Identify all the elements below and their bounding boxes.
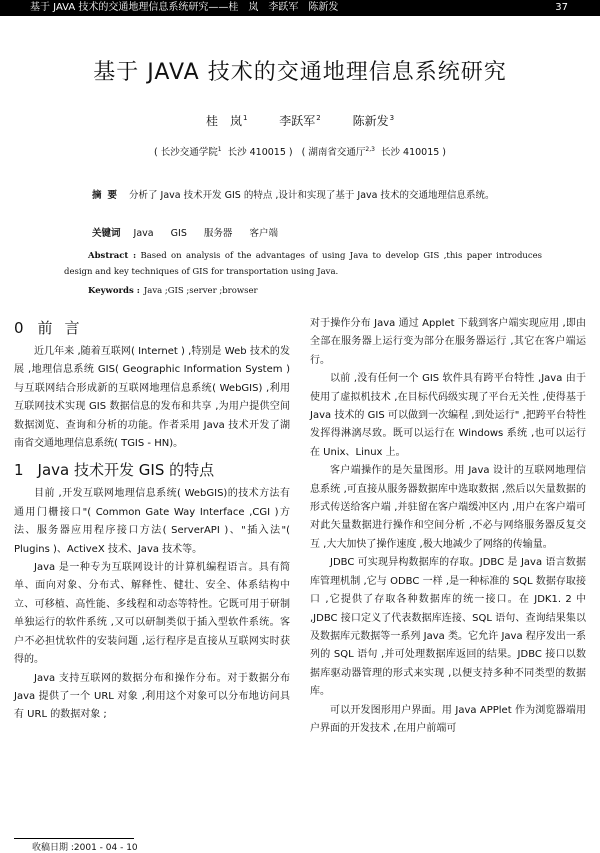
paragraph: 可以开发图形用户界面。用 Java APPlet 作为浏览器端用户界面的开发技术 ,在用户前端可: [310, 704, 586, 734]
footnote-rule: [14, 838, 134, 839]
keyword: Java: [133, 228, 154, 239]
paragraph: 客户端操作的是矢量图形。用 Java 设计的互联网地理信息系统 ,可直接从服务器数据库中选取数据 ,然后以矢量数据的形式传送给客户端 ,并驻留在客户端缓冲区内 ,用户在客户端可对此矢量数据进行操作和空间分析 ,不必与网络服务器反复交互 ,大大加快了操作速度 ,极大地减少了网络的传输量。: [310, 465, 586, 550]
author: 桂 岚$^1$: [205, 114, 248, 128]
keywords-en: [88, 284, 542, 298]
author-list: [0, 112, 600, 129]
keyword: GIS: [170, 228, 187, 239]
right-column: [310, 315, 586, 738]
abstract-en: [64, 248, 542, 280]
abstract-cn-label: 摘要: [92, 190, 124, 201]
section-heading: 1 Java 技术开发 GIS 的特点: [14, 461, 215, 480]
section-heading: 0 前言: [14, 319, 92, 337]
abstract-cn: [64, 186, 542, 206]
paragraph: 以前 ,没有任何一个 GIS 软件具有跨平台特性 ,Java 由于使用了虚拟机技术 ,在目标代码级实现了平台无关性 ,使得基于 Java 技术的 GIS 可以做到一次编程 ,到处运行" ,把跨平台特性发挥得淋漓尽致。既可以运行在 Windows 系统 ,也可以运行在 Unix、Linux 上。: [310, 373, 586, 458]
paper-title: 基于 JAVA 技术的交通地理信息系统研究: [93, 60, 507, 85]
paragraph: 对于操作分布 Java 通过 Applet 下载到客户端实现应用 ,即由全部在服务器上运行变为部分在服务器运行 ,其它在客户端运行。: [310, 318, 586, 366]
author: 陈新发$^3$: [352, 114, 395, 128]
author: 李跃军$^2$: [279, 114, 321, 128]
paragraph: JDBC 可实现异构数据库的存取。JDBC 是 Java 语言数据库管理机制 ,它与 ODBC 一样 ,是一种标准的 SQL 数据存取接口 ,它提供了存取各种数据库的统一接口。在 JDK1. 2 中 ,JDBC 接口定义了代表数据库连接、SQL 语句、查询结果集以及数据库元数据等一系列 Java 类。它允许 Java 程序发出一系列的 SQL 语句 ,并可处理数据库返回的结果。JDBC 接口以数据库驱动器管理的形式来实现 ,以便支持多种不同类型的数据库。: [310, 557, 586, 698]
abstract-en-label: Abstract :: [88, 251, 137, 261]
paragraph: Java 是一种专为互联网设计的计算机编程语言。具有简单、面向对象、分布式、解释性、健壮、安全、体系结构中立、可移植、高性能、多线程和动态等特性。它既可用于研制单独运行的软件系统 ,又可以研制类似于插入型软件系统。客户不必担忧软件的安装问题 ,运行程序是直接从互联网实时获得的。: [14, 562, 290, 666]
keywords-cn: [92, 226, 542, 242]
keywords-cn-label: 关键词: [92, 228, 121, 239]
abstract-cn-text: 分析了 Java 技术开发 GIS 的特点 ,设计和实现了基于 Java 技术的交通地理信息系统。: [129, 190, 495, 201]
left-column: [14, 315, 290, 725]
paragraph: 近几年来 ,随着互联网( Internet ) ,特别是 Web 技术的发展 ,地理信息系统 GIS( Geographic Information System )与互联网结合形成新的互联网地理信息系统( WebGIS) ,利用互联网技术实现 GIS 数据信息的发布和共享 ,为用户提供空间数据浏览、查询和分析的功能。作者采用 Java 技术开发了湖南省交通地理信息系统( TGIS - HN)。: [14, 346, 290, 450]
keywords-en-text: Java ;GIS ;server ;browser: [143, 286, 258, 296]
footnote: 收稿日期 :2001 - 04 - 10: [32, 843, 138, 853]
abstract-en-text: Based on analysis of the advantages of using Java to develop GIS ,this paper introduces design and key techniques of GIS for transportation using Java.: [64, 251, 543, 277]
running-header: [0, 0, 600, 16]
affiliations: ( 长沙交通学院$^1$ 长沙 410015 ) ( 湖南省交通厅$^{2,3}$ 长沙 410015 ): [153, 145, 447, 158]
paragraph: Java 支持互联网的数据分布和操作分布。对于数据分布 Java 提供了一个 URL 对象 ,利用这个对象可以分布地访问具有 URL 的数据对象 ;: [14, 672, 290, 721]
keyword: 客户端: [249, 228, 278, 239]
keywords-en-label: Keywords :: [88, 286, 140, 296]
page-number: 37: [555, 2, 568, 13]
running-header-title: 基于 JAVA 技术的交通地理信息系统研究——桂 岚 李跃军 陈新发: [30, 2, 339, 13]
keyword: 服务器: [203, 228, 233, 239]
paragraph: 目前 ,开发互联网地理信息系统( WebGIS)的技术方法有通用门栅接口"( Common Gate Way Interface ,CGI )方法、服务器应用程序接口方法( ServerAPI )、"插入法"( Plugins )、ActiveX 技术、Java 技术等。: [14, 488, 290, 555]
